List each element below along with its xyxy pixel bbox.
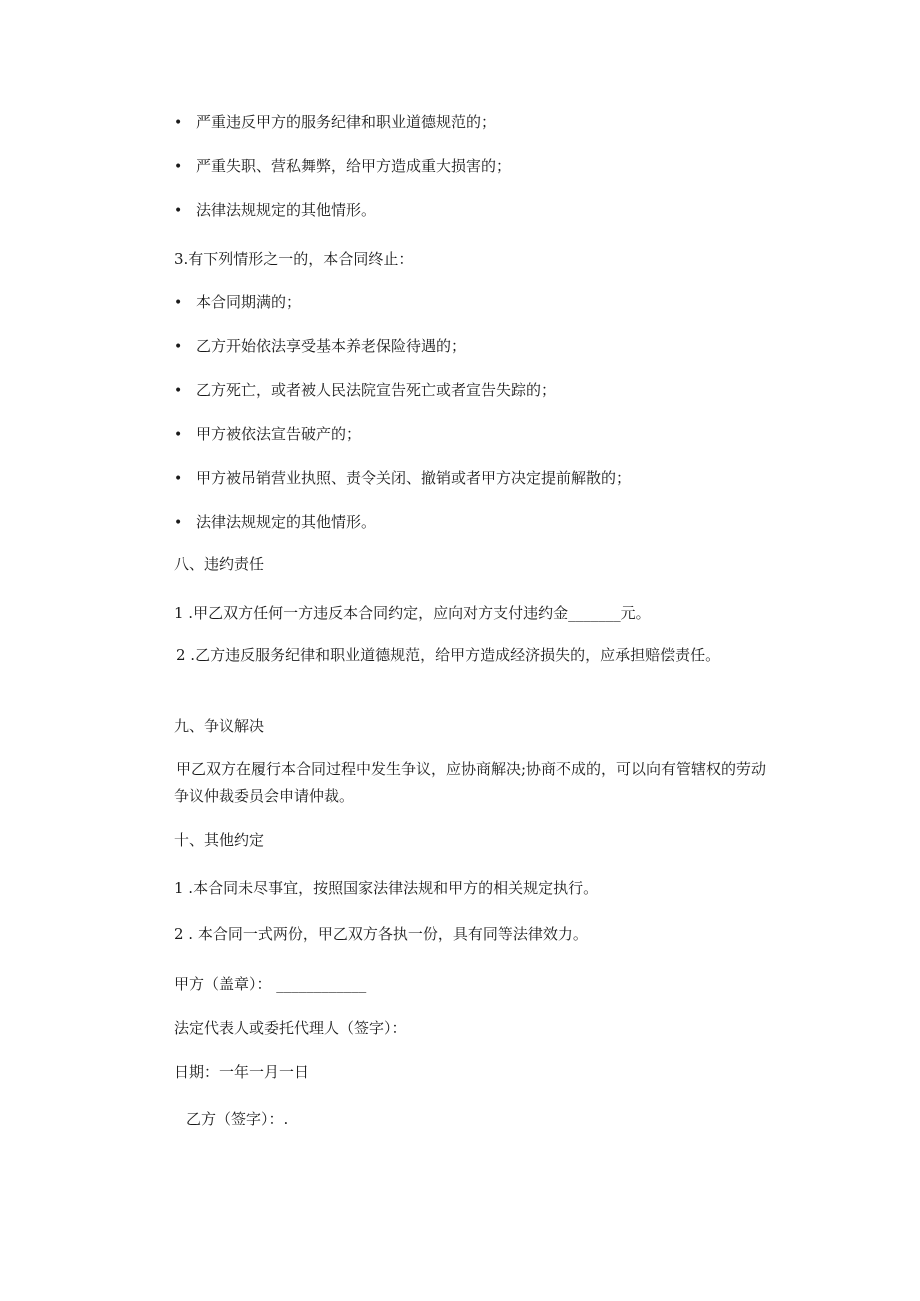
section-heading-9: 九、争议解决 (174, 717, 265, 735)
section-8-item-1: 1 .甲乙双方任何一方违反本合同约定，应向对方支付违约金_______元。 (174, 604, 651, 622)
section-10-item-1: 1 .本合同未尽事宜，按照国家法律法规和甲方的相关规定执行。 (174, 879, 599, 897)
clause-3: 3.有下列情形之一的，本合同终止： (174, 250, 414, 268)
bullet-icon: • (174, 471, 183, 487)
bullet-icon: • (174, 295, 183, 311)
list-item: • 法律法规规定的其他情形。 (174, 198, 376, 223)
bullet-icon: • (174, 427, 183, 443)
bullet-icon: • (174, 159, 183, 175)
list-item: • 甲方被吊销营业执照、责令关闭、撤销或者甲方决定提前解散的； (174, 466, 631, 491)
date-line: 日期：一年一月一日 (174, 1063, 310, 1081)
list-item: • 严重违反甲方的服务纪律和职业道德规范的； (174, 110, 496, 135)
bullet-icon: • (174, 383, 183, 399)
section-8-item-2: 2 .乙方违反服务纪律和职业道德规范，给甲方造成经济损失的，应承担赔偿责任。 (176, 646, 721, 664)
party-b-sign-line: 乙方（签字）：. (186, 1110, 289, 1128)
section-9-text: 甲乙双方在履行本合同过程中发生争议，应协商解决;协商不成的，可以向有管辖权的劳动争议仲裁委员会申请仲裁。 (174, 760, 767, 805)
section-10-item-2: 2 . 本合同一式两份，甲乙双方各执一份，具有同等法律效力。 (174, 925, 588, 943)
list-item: • 严重失职、营私舞弊，给甲方造成重大损害的； (174, 154, 511, 179)
list-item: • 甲方被依法宣告破产的； (174, 422, 361, 447)
bullet-icon: • (174, 203, 183, 219)
list-item: • 乙方开始依法享受基本养老保险待遇的； (174, 334, 466, 359)
party-a-seal-line: 甲方（盖章）： ____________ (174, 975, 367, 993)
list-item: • 本合同期满的； (174, 290, 301, 315)
bullet-icon: • (174, 339, 183, 355)
list-item: • 法律法规规定的其他情形。 (174, 510, 376, 535)
section-heading-8: 八、违约责任 (174, 555, 265, 573)
bullet-icon: • (174, 515, 183, 531)
section-heading-10: 十、其他约定 (174, 831, 265, 849)
legal-representative-line: 法定代表人或委托代理人（签字）： (174, 1019, 407, 1037)
list-item: • 乙方死亡，或者被人民法院宣告死亡或者宣告失踪的； (174, 378, 556, 403)
bullet-icon: • (174, 115, 183, 131)
